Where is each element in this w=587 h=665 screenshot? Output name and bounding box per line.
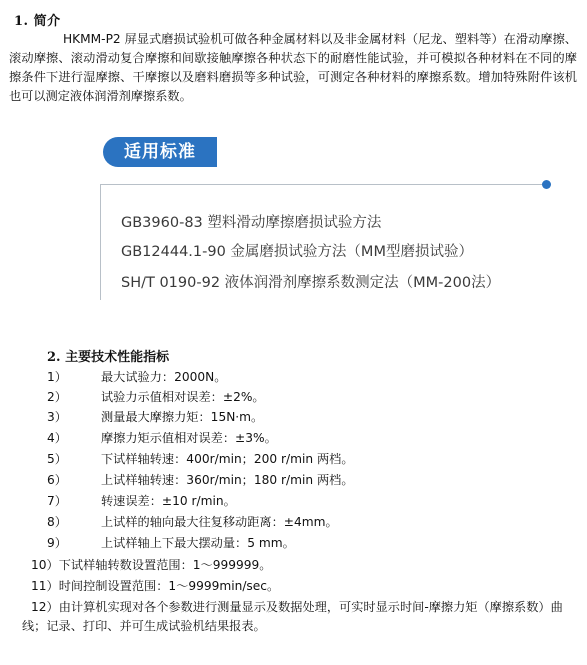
standards-block	[0, 0, 587, 330]
list-item-text: 转速误差：±10 r/min。	[101, 494, 236, 508]
list-item	[47, 534, 295, 553]
list-item-number: 2）	[47, 390, 67, 404]
standards-rule-vertical	[100, 184, 101, 300]
standard-item: SH/T 0190-92 液体润滑剂摩擦系数测定法（MM-200法）	[121, 275, 501, 291]
list-item	[47, 429, 277, 448]
list-item	[22, 598, 580, 636]
list-item-text: 下试样轴转速：400r/min；200 r/min 两档。	[101, 452, 354, 466]
list-item-text: 试验力示值相对误差：±2%。	[101, 390, 265, 404]
list-item-text: 下试样轴转数设置范围：1～999999。	[58, 558, 272, 572]
section1-heading: 1. 简介	[14, 14, 61, 29]
standards-badge: 适用标准	[103, 137, 217, 167]
list-item	[47, 492, 236, 511]
list-item	[47, 368, 226, 387]
intro-paragraph: HKMM-P2 屏显式磨损试验机可做各种金属材料以及非金属材料（尼龙、塑料等）在滑动摩擦、滚动摩擦、滚动滑动复合摩擦和间歇接触摩擦各种状态下的耐磨性能试验，并可模拟各种材料在不同的摩擦条件下进行湿摩擦、干摩擦以及磨料磨损等多种试验，可测定各种材料的摩擦系数。增加特殊附件该机也可以测定液体润滑剂摩擦系数。	[9, 32, 577, 103]
list-item-text: 摩擦力矩示值相对误差：±3%。	[101, 431, 277, 445]
list-item-number: 11）	[31, 579, 59, 593]
list-item-number: 8）	[47, 515, 67, 529]
list-item	[31, 556, 271, 575]
list-item-number: 7）	[47, 494, 67, 508]
list-item-number: 1）	[47, 370, 67, 384]
list-item-number: 12）	[31, 600, 59, 614]
standard-item: GB12444.1-90 金属磨损试验方法（MM型磨损试验）	[121, 244, 473, 260]
list-item-text: 上试样的轴向最大往复移动距离：±4mm。	[101, 515, 338, 529]
standard-item: GB3960-83 塑料滑动摩擦磨损试验方法	[121, 215, 382, 231]
list-item	[47, 408, 263, 427]
list-item	[47, 388, 265, 407]
list-item	[47, 471, 354, 490]
list-item-text: 测量最大摩擦力矩：15N·m。	[101, 410, 264, 424]
list-item	[31, 577, 279, 596]
section2-heading: 2. 主要技术性能指标	[47, 350, 170, 365]
list-item-number: 9）	[47, 536, 67, 550]
list-item-text: 上试样轴转速：360r/min；180 r/min 两档。	[101, 473, 354, 487]
standards-rule-horizontal	[100, 184, 547, 185]
list-item	[47, 450, 354, 469]
list-item	[47, 513, 338, 532]
list-item-number: 6）	[47, 473, 67, 487]
standards-dot-icon	[542, 180, 551, 189]
list-item-text: 最大试验力：2000N。	[101, 370, 227, 384]
list-item-text: 上试样轴上下最大摆动量：5 mm。	[101, 536, 295, 550]
list-item-text: 由计算机实现对各个参数进行测量显示及数据处理，可实时显示时间-摩擦力矩（摩擦系数）曲线；记录、打印、并可生成试验机结果报表。	[22, 600, 563, 633]
list-item-text: 时间控制设置范围：1～9999min/sec。	[58, 579, 280, 593]
list-item-number: 4）	[47, 431, 67, 445]
list-item-number: 10）	[31, 558, 59, 572]
list-item-number: 5）	[47, 452, 67, 466]
list-item-number: 3）	[47, 410, 67, 424]
